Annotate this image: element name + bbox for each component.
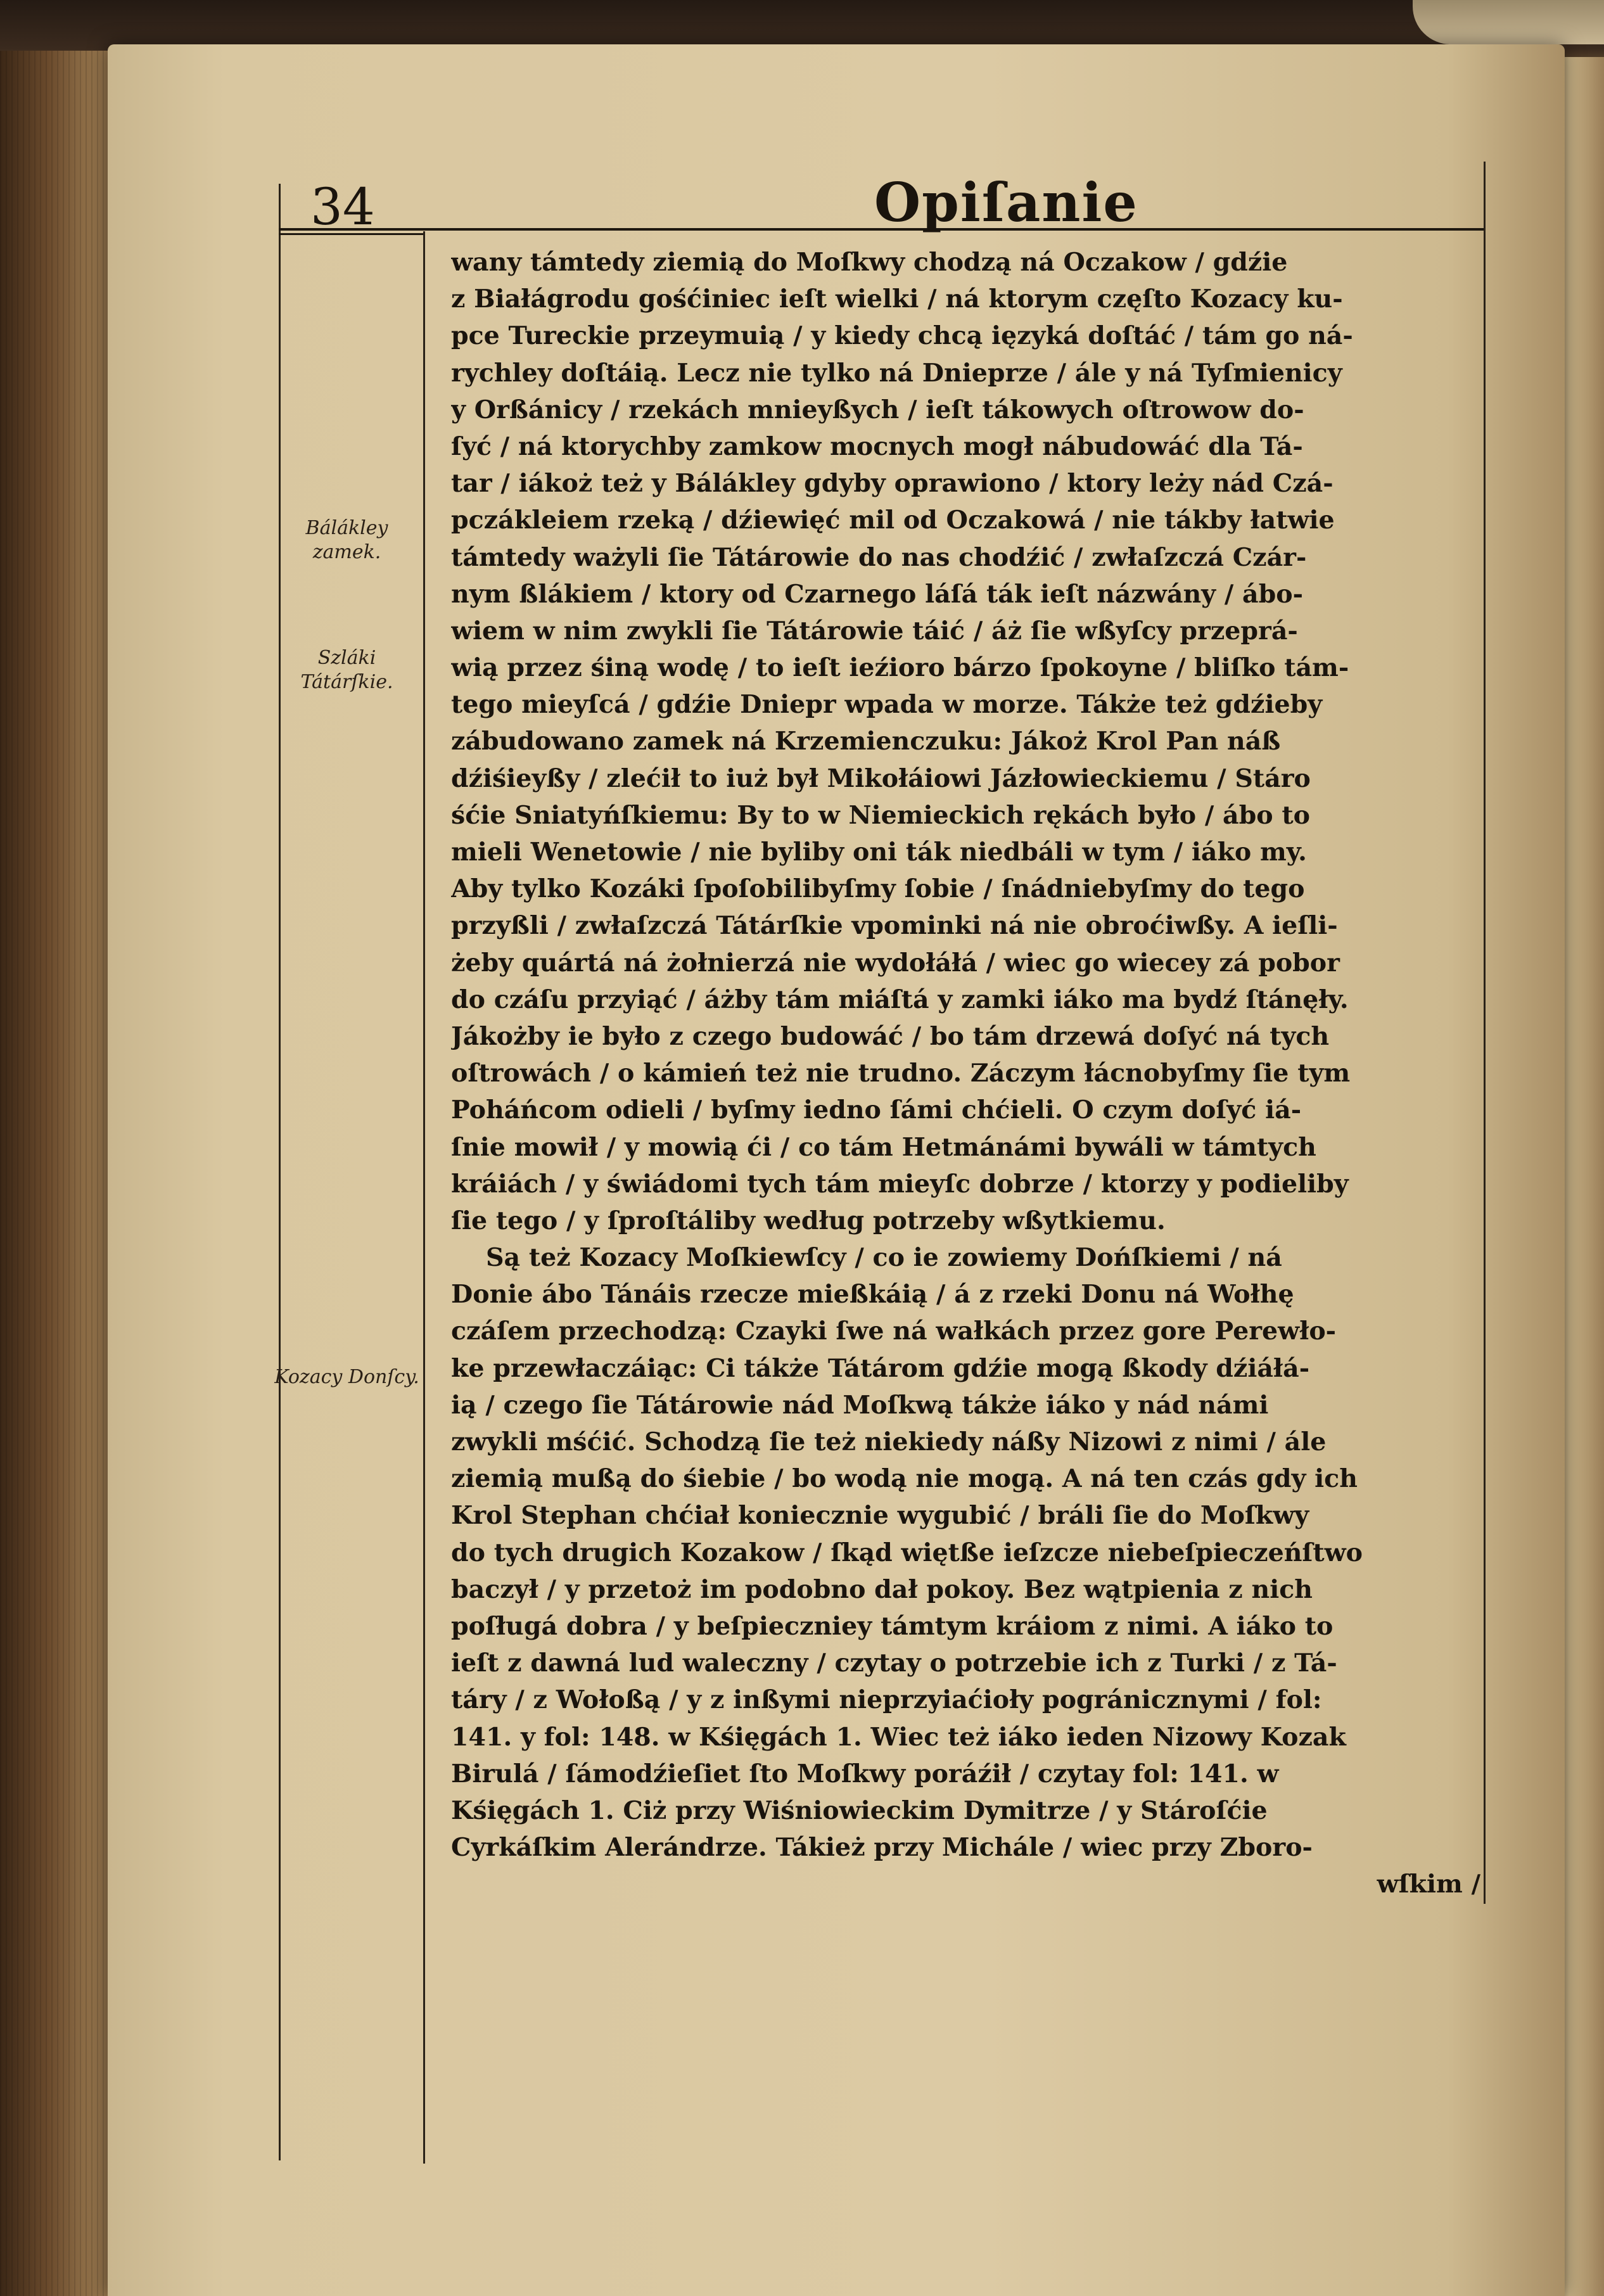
margin-note: Bálákley zamek. [305, 517, 388, 563]
text-line: przyßli / zwłaſzczá Tátárſkie vpominki ná nie obroćiwßy. A ieſli- [451, 911, 1338, 941]
text-line: ią / czego ſie Tátárowie nád Moſkwą tákże iáko y nád námi [451, 1390, 1269, 1420]
text-line: zábudowano zamek ná Krzemienczuku: Jákoż Krol Pan náß [451, 727, 1281, 756]
margin-note: Kozacy Donſcy. [274, 1366, 419, 1388]
text-line: żeby quártá ná żołnierzá nie wydołáłá / wiec go wiecey zá pobor [451, 948, 1340, 978]
text-line: Aby tylko Kozáki ſpoſobilibyſmy ſobie / ſnádniebyſmy do tego [451, 874, 1305, 904]
text-line: poſługá dobra / y beſpieczniey támtym kráiom z nimi. A iáko to [451, 1611, 1333, 1641]
margin-note: Szláki Tátárſkie. [300, 647, 393, 693]
text-line: do tych drugich Kozakow / ſkąd więtße ieſzcze niebeſpieczeńſtwo [451, 1538, 1363, 1567]
catchword: wſkim / [1377, 1870, 1480, 1899]
text-line: Kśięgách 1. Ciż przy Wiśniowieckim Dymitrze / y Stároſćie [451, 1795, 1268, 1825]
text-line: pce Tureckie przeymuią / y kiedy chcą ięzyká doſtáć / tám go ná- [451, 321, 1353, 351]
text-line: śćie Sniatyńſkiemu: By to w Niemieckich rękách było / ábo to [451, 800, 1310, 830]
text-line: ieſt z dawná lud waleczny / czytay o potrzebie ich z Turki / z Tá- [451, 1649, 1337, 1678]
text-line: nym ßlákiem / ktory od Czarnego láſá ták ieſt názwány / ábo- [451, 579, 1304, 609]
text-line: Donie ábo Tánáis rzecze mießkáią / á z rzeki Donu ná Wołhę [451, 1280, 1294, 1310]
text-line: oſtrowách / o kámień też nie trudno. Záczym łácnobyſmy ſie tym [451, 1059, 1351, 1088]
text-line: rychley doſtáią. Lecz nie tylko ná Dnieprze / ále y ná Tyſmienicy [451, 358, 1342, 388]
text-line: Krol Stephan chćiał koniecznie wygubić / bráli ſie do Moſkwy [451, 1501, 1309, 1531]
text-line: zwykli mśćić. Schodzą ſie też niekiedy náßy Nizowi z nimi / ále [451, 1427, 1327, 1457]
text-line: ſnie mowił / y mowią ći / co tám Hetmánámi bywáli w támtych [451, 1132, 1316, 1162]
text-line: dźiśieyßy / zlećił to iuż był Mikołáiowi Jázłowieckiemu / Stáro [451, 763, 1311, 793]
text-line: mieli Wenetowie / nie byliby oni ták niedbáli w tym / iáko my. [451, 838, 1307, 867]
text-line: do czáſu przyiąć / áżby tám miáſtá y zamki iáko ma bydź ſtánęły. [451, 985, 1349, 1014]
text-line: wią przez śiną wodę / to ieſt ieźioro bárzo ſpokoyne / bliſko tám- [451, 653, 1349, 683]
text-line: Cyrkáſkim Alerándrze. Tákież przy Michále / wiec przy Zboro- [451, 1833, 1313, 1863]
page-corner-fold [1413, 0, 1604, 44]
text-line: kráiách / y świádomi tych tám mieyſc dobrze / ktorzy y podieliby [451, 1169, 1349, 1199]
text-line: Jákożby ie było z czego budowáć / bo tám drzewá doſyć ná tych [451, 1021, 1330, 1051]
text-line: y Orßánicy / rzekách mnieyßych / ieſt tákowych oſtrowow do- [451, 395, 1304, 424]
body-text [451, 244, 1487, 1903]
text-line: ke przewłaczáiąc: Ci tákże Tátárom gdźie mogą ßkody dźiáłá- [451, 1353, 1310, 1383]
text-line: baczył / y przetoż im podobno dał pokoy. Bez wątpienia z nich [451, 1574, 1313, 1604]
text-line: Są też Kozacy Moſkiewſcy / co ie zowiemy Dońſkiemi / ná [486, 1243, 1282, 1273]
text-line: ſie tego / y ſproſtáliby według potrzeby wßytkiemu. [451, 1206, 1166, 1235]
text-line: támtedy ważyli ſie Tátárowie do nas chodźić / zwłaſzczá Czár- [451, 542, 1307, 572]
text-line: tar / iákoż też y Bálákley gdyby oprawiono / ktory leży nád Czá- [451, 469, 1333, 499]
text-line: tego mieyſcá / gdźie Dniepr wpada w morze. Tákże też gdźieby [451, 690, 1323, 720]
text-line: ziemią mußą do śiebie / bo wodą nie mogą. A ná ten czás gdy ich [451, 1464, 1358, 1494]
text-line: 141. y fol: 148. w Kśięgách 1. Wiec też iáko ieden Nizowy Kozak [451, 1722, 1346, 1752]
text-line: wany támtedy ziemią do Moſkwy chodzą ná Oczakow / gdźie [451, 248, 1288, 277]
page-number: 34 [310, 177, 375, 236]
text-line: Poháńcom odieli / byſmy iedno ſámi chćieli. O czym doſyć iá- [451, 1095, 1302, 1125]
text-line: ſyć / ná ktorychby zamkow mocnych mogł nábudowáć dla Tá- [451, 431, 1303, 461]
running-head: Opiſanie [874, 171, 1138, 234]
text-line: czáſem przechodzą: Czayki ſwe ná wałkách przez gore Perewło- [451, 1317, 1337, 1346]
text-line: wiem w nim zwykli ſie Tátárowie táić / áż ſie wßyſcy przeprá- [451, 616, 1298, 646]
text-line: z Białágrodu gośćiniec ieſt wielki / ná ktorym częſto Kozacy ku- [451, 284, 1343, 314]
left-frame-rule [279, 184, 281, 2160]
text-line: Birulá / ſámodźieſiet ſto Moſkwy poráźił / czytay fol: 141. w [451, 1759, 1279, 1789]
text-line: táry / z Wołoßą / y z inßymi nieprzyiaćioły pogránicznymi / fol: [451, 1685, 1322, 1715]
text-line: pczákleiem rzeką / dźiewięć mil od Oczakowá / nie tákby łatwie [451, 506, 1335, 535]
